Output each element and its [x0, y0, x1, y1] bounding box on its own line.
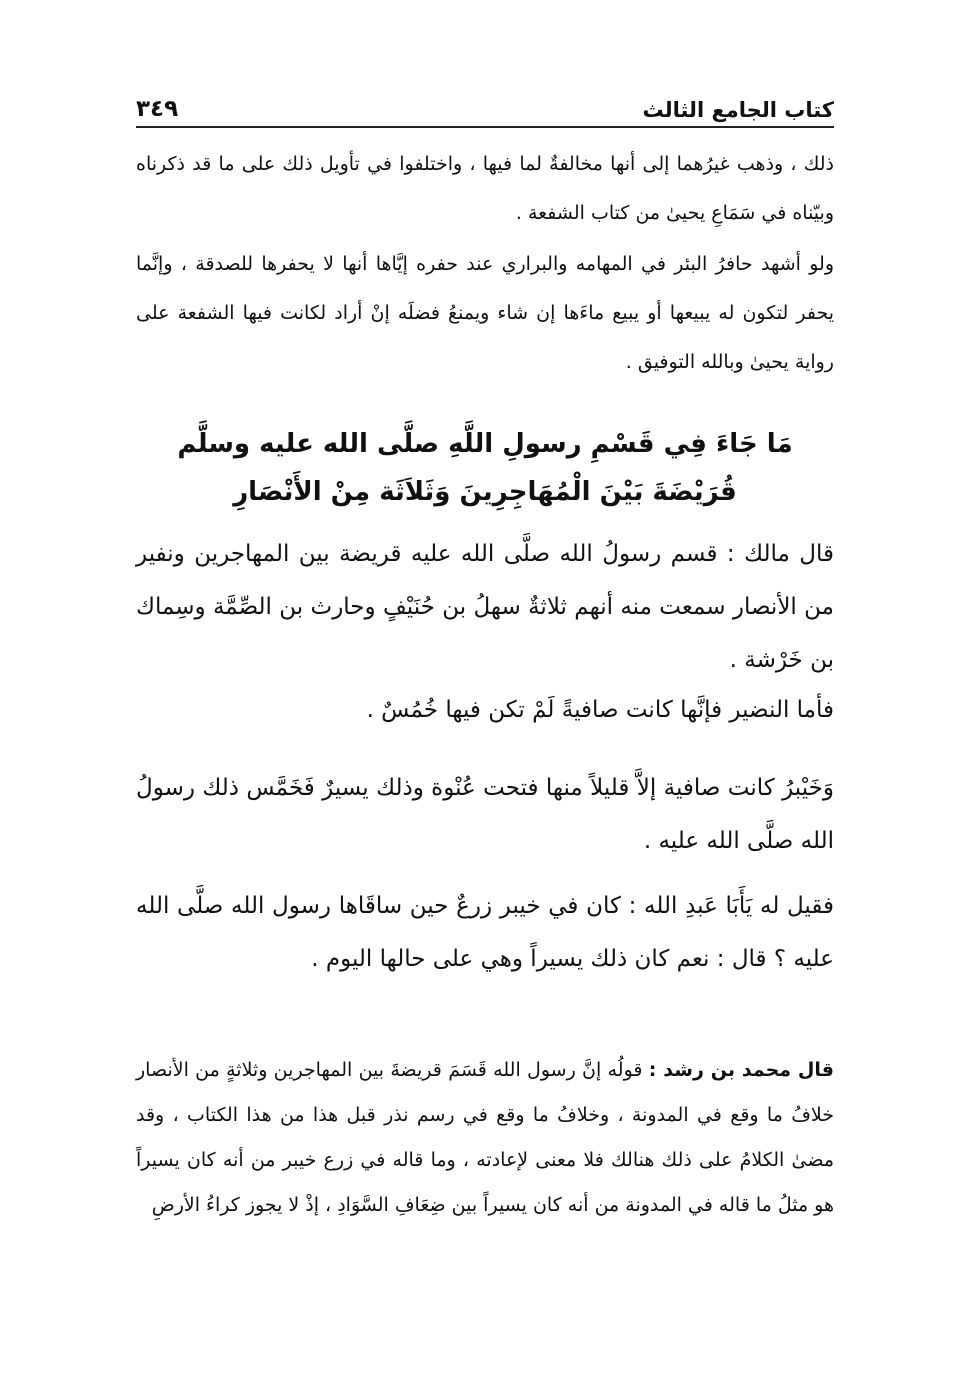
page-number: ٣٤٩ [136, 96, 179, 122]
section-heading-line-2: قُرَيْضَةَ بَيْنَ الْمُهَاجِرِينَ وَثَلاَثَة مِنْ الأَنْصَارِ [233, 477, 737, 507]
paragraph-3: قال مالك : قسم رسولُ الله صلَّى الله عليه قريضة بين المهاجرين ونفير من الأنصار سمعت منه أنهم ثلاثةٌ سهلُ بن حُنَيْفٍ وحارث بن الصِّمَّة وسِماك بن خَرْشة . [136, 541, 834, 673]
paragraph-4: فأما النضير فإنَّها كانت صافيةً لَمْ تكن فيها خُمُسٌ . [366, 697, 834, 723]
paragraph-5: وَخَيْبرُ كانت صافية إلاَّ قليلاً منها فتحت عُنْوة وذلك يسيرٌ فَخَمَّس ذلك رسولُ الله صلَّى الله عليه . [136, 775, 834, 854]
paragraph-6: فقيل له يَأَبَا عَبدِ الله : كان في خيبر زرعٌ حين ساقَاها رسول الله صلَّى الله عليه ؟ قال : نعم كان ذلك يسيراً وهي على حالها اليوم . [136, 893, 834, 972]
commentary-body: قولُه إنَّ رسول الله قَسَمَ قريضةَ بين المهاجرين وثلاثةٍ من الأنصار خلافُ ما وقع في المدونة ، وخلافُ ما وقع في رسم نذر قبل هذا من هذا الكتاب ، وقد مضىٰ الكلامُ على ذلك هنالك فلا معنى لإعادته ، وما قاله في زرع خيبر من أنه كان يسيراً هو مثلُ ما قاله في المدونة من أنه كان يسيراً بين ضِعَافِ السَّوَادِ ، إذْ لا يجوز كراءُ الأرضِ [136, 1059, 834, 1216]
section-heading [136, 420, 834, 516]
page-header [136, 82, 834, 122]
section-heading-line-1: مَا جَاءَ فِي قَسْمِ رسولِ اللَّهِ صلَّى الله عليه وسلَّم [177, 429, 793, 459]
paragraph-7 [136, 1048, 834, 1228]
commentary-lead: قال محمد بن رشد : [648, 1059, 834, 1081]
paragraph-1: ذلك ، وذهب غيرُهما إلى أنها مخالفةٌ لما فيها ، واختلفوا في تأويل ذلك على ما قد ذكرناه وبيّناه في سَمَاعِ يحيىٰ من كتاب الشفعة . [136, 153, 834, 224]
running-title: كتاب الجامع الثالث [642, 98, 834, 122]
header-rule [136, 126, 834, 128]
paragraph-2: ولو أشهد حافرُ البئر في المهامه والبراري عند حفره إيَّاها أنها لا يحفرها للصدقة ، وإنَّما يحفر لتكون له يبيعها أو يبيع ماءَها إن شاء ويمنعُ فضلَه إنْ أراد لكانت فيها الشفعة على رواية يحيىٰ وبالله التوفيق . [136, 253, 834, 373]
